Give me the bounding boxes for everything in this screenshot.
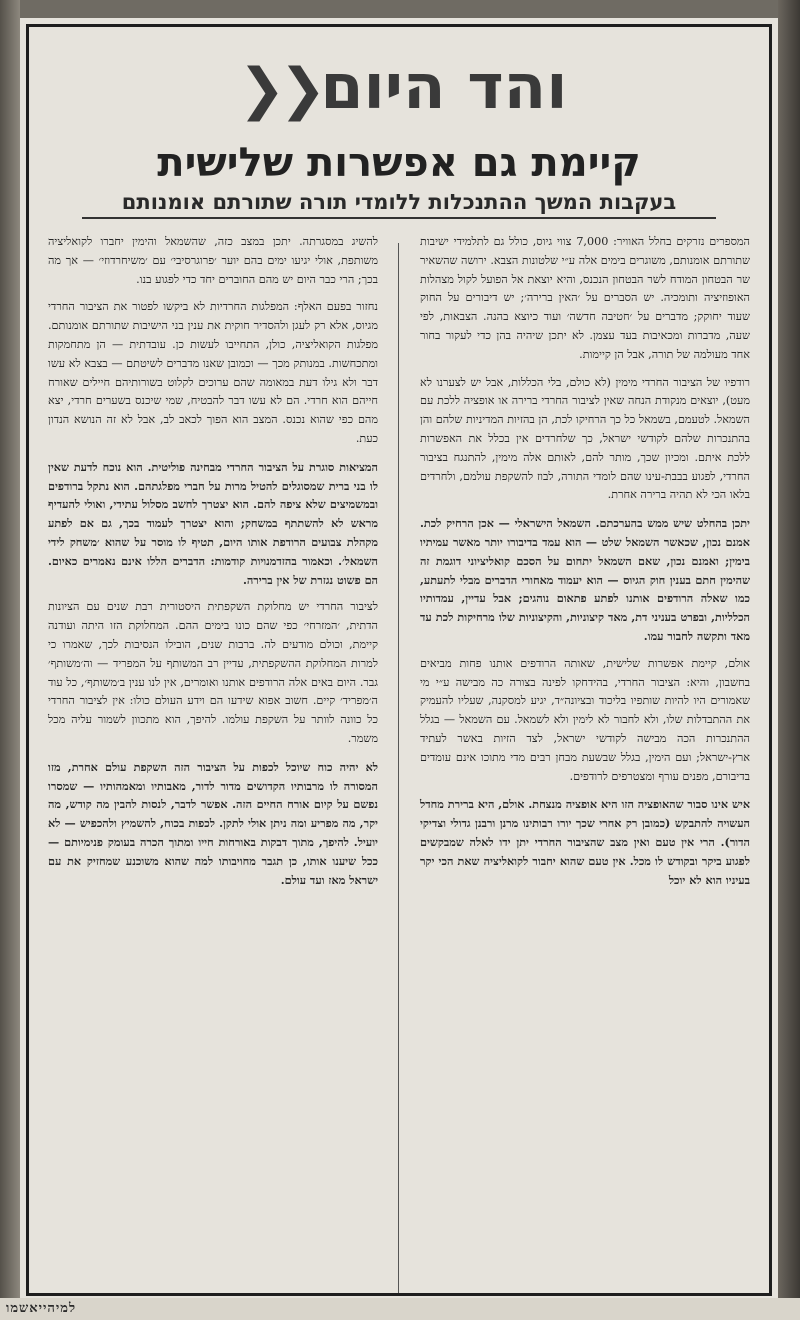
article-paragraph: יתכן בהחלט שיש ממש בהערכתם. השמאל הישראלי — אכן הרחיק לכת. אמנם נכון, שכאשר השמאל שלט — הוא עמד בדיבורו יותר מאשר עמיתיו בימין; ואמנם נכון, שאם השמאל יתחום על הסכם קואליציוני דוגמת זה שהימין חתם בענין חוק הגיוס — הוא יעמוד מאחורי הדברים מבלי לתעתע, כמו שאלה הרודפים אותנו לפתע פתאום נוהגים; אבל עדיין, עמדותיו הכלליות, ובפרט בעניני דת, מאד קיצוניות, והקיצוניות שלו מרחיקות לכת עד מאד ותקשה לחבור עמו. xyxy=(420,516,750,643)
masthead-title: והד היום xyxy=(320,50,568,123)
article-paragraph: המציאות סוגרת על הציבור החרדי מבחינה פוליטית. הוא נוכח לדעת שאין לו בני ברית שמסוגלים להטיל מרות על חברי מפלגתהם. הוא נתקל ברודפים ובמשמיצים שלא ציפה להם. הוא יצטרך לחשב מסלול עתידי, ואולי להעדיף מראש לא להשתתף במשחק; והוא יצטרך לעמוד בכך, גם אם לפתע מקהלת צבועים הרודפת אותו היום, תטיף לו מוסר על שהוא ׳משחק לידי השמאל׳. וכאמור בהזדמנויות קודמות: הדברים הללו אינם נאמרים כאיום. הם פשוט נגזרת של אין ברירה. xyxy=(48,459,378,587)
masthead xyxy=(20,52,778,125)
article-paragraph: אולם, קיימת אפשרות שלישית, שאותה הרודפים אותנו פחות מביאים בחשבון, והיא: הציבור החרדי, בהידחקו לפינה בצורה כה מבישה ע״י מי שאמורים היו להיות שותפיו בליכוד ובציונה״ד, יגיע למסקנה, שעליו להעמיק את ההתבדלות שלו, ולא לחבור לא לימין ולא לשמאל. עם השמאל — בגלל ההתנכרות הכה מבישה לקודשי ישראל, לצד הזיות באשר לעתיד ארץ-ישראל; ועם הימין, בגלל שבשעת מבחן רבים מדי מתוכו אינם עומדים בדיבורם, מפנים עורף ומצטרפים לרודפים. xyxy=(420,656,750,783)
article-paragraph: המספרים נזרקים בחלל האוויר: 7,000 צווי גיוס, כולל גם לתלמידי ישיבות שתורתם אומנותם, משוגרים בימים אלה ע״י שלטונות הצבא. ירושה שהשאיר שר הבטחון המודח לשר הבטחון הנכנס, והיא יוצאת אל הפועל לקול מצהלות האופוזיציה ותומכיה. יש הסברים על ׳האין ברירה׳; יש דיבורים על החוק שעוד יחוקק; מדברים על ׳חטיבה חדשה׳ ועוד כיוצא בהנה. הצבאות, לפי שעה, מדברות ומכאיבות בעד עצמן. לא יתכן שיהיה בהן כדי לעקור בחור אחד מעולמה של תורה, אבל הן קיימות. xyxy=(420,235,750,361)
article-paragraph: רודפיו של הציבור החרדי מימין (לא כולם, בלי הכללות, אבל יש לצערנו לא מעט), יוצאים מנקודת הנחה שאין לציבור החרדי ברירה או אופציה ללכת עם השמאל. לטעמם, בשמאל כל כך הרחיקו לכת, הן בהזיות המדיניות שלהם והן בהתנכרות שלהם לקודשי ישראל, כך שלחרדים אין בכלל את האפשרות ללכת איתם. ומכיון שכך, מותר להם, לאותם אלה מימין, להתנגח בציבור החרדי, לפגוע בבבת-עינו שהם לומדי התורה, לבוז להשקפת עולמם, ולחרדים בלאו הכי לא תהיה ברירה אחרת. xyxy=(420,375,750,502)
page-right-shadow xyxy=(778,0,800,1320)
article-paragraph: לא יהיה כוח שיוכל לכפות על הציבור הזה השקפת עולם אחרת, מזו המסורה לו מרבותיו הקדושים מדור לדור, מאבותיו ומאמהותיו — שמסרו נפשם על קיום אורח החיים הזה. אפשר לדבר, לנסות להבין מה קודש, מה יקר, מה מפריע ומה ניתן אולי לתקן. לכפות בכוח, להשמיץ ולהכפיש — לא יועיל. להיפך, מתוך דבקות באורחות חייו ומתוך הכרה בעומק פנימיותם — ככל שיענו אותו, כן תגבר מחויבותו למה שהוא משוכנע שמחזיק את עם ישראל מאז ועד עולם. xyxy=(48,759,378,887)
column-divider xyxy=(398,243,399,1293)
article-paragraph: להשיג במסגרתה. יתכן במצב כזה, שהשמאל והימין יחברו לקואליציה משותפת, אולי יגיעו ימים בהם יוער ׳פרוגרסיבי׳ עם ׳משיחרדוזי׳ — אך מה בכך; הרי כבר היום יש מהם החוברים יחד כדי לפגוע בנו. xyxy=(48,235,378,286)
article-headline: קיימת גם אפשרות שלישית xyxy=(157,140,641,186)
newspaper-page xyxy=(20,18,778,1302)
article-paragraph: נחזור בפעם האלף: המפלגות החרדיות לא ביקשו לפטור את הציבור החרדי מגיוס, אלא רק לעגן ולהסדיר חוקית את ענין בני הישיבות שתורתם אומנותם. מפלגות הקואליציה, כולן, התחייבו לעשות כן. עובדתית — הן מתחמקות ומתכחשות. במנותק מכך — וכמובן שאנו מדברים לשיטתם — בצבא לא עשו דבר ולא גילו דעת במאומה שהם ערוכים לקלוט בשורותיהם חיילים שאורח חייהם הוא חרדי. הם לא עשו דבר להבטיח, שמי שיכנס בשערים חרדי, יצא מהם כפי שהוא נכנס. המצב הוא הפוך לכאב לב, אבל לא זה הנושא הנדון כעת. xyxy=(48,300,378,445)
article-column-left xyxy=(48,233,378,898)
masthead-chevron-icon: ❮❮ xyxy=(238,57,321,122)
article-column-right xyxy=(420,233,750,898)
article-paragraph: איש אינו סבור שהאופציה הזו היא אופציה מנצחת. אולם, היא ברירת מחדל העשויה להתבקש (כמובן רק אחרי שכך יורו רבותינו מרנן ורבנן גדולי וצדיקי הדור). הרי אין טעם ואין מצב שהציבור החרדי יתן ידו לאלה שמבקשים לפגוע ביקר ובקודש לו מכל. אין טעם שהוא יחבור לקואליציה שאת הכי יקר בעיניו הוא לא יוכל xyxy=(420,797,750,887)
next-page-text: למיהייאשמו xyxy=(6,1301,77,1316)
next-page-strip xyxy=(0,1298,800,1320)
page-left-shadow xyxy=(0,0,20,1320)
article-subheadline: בעקבות המשך ההתנכלות ללומדי תורה שתורתם אומנותם xyxy=(82,190,716,219)
article-paragraph: לציבור החרדי יש מחלוקת השקפתית היסטורית רבת שנים עם הציונות הדתית, ׳המזרחי׳ כפי שהם כונו בימים ההם. המחלוקת הזו היתה ועודנה קיימת, וכולם מודעים לה. ברבות שנים, הובילו הנסיבות לכך, שאמרו כי למרות המחלוקת ההשקפתית, עדיין רב המשותף על המפריד — וה׳משותף׳ גבר. היום באים אלה הרודפים אותנו ואומרים, אין לנו ענין ב׳משותף׳, כל עוד ה׳מפריד׳ קיים. חשוב אפוא שידעו הם וידע העולם כולו: אין לציבור החרדי כל כוונה לוותר על השקפת עולמו. להיפך, הוא מתכוון לשמור עליה מכל משמר. xyxy=(48,600,378,745)
